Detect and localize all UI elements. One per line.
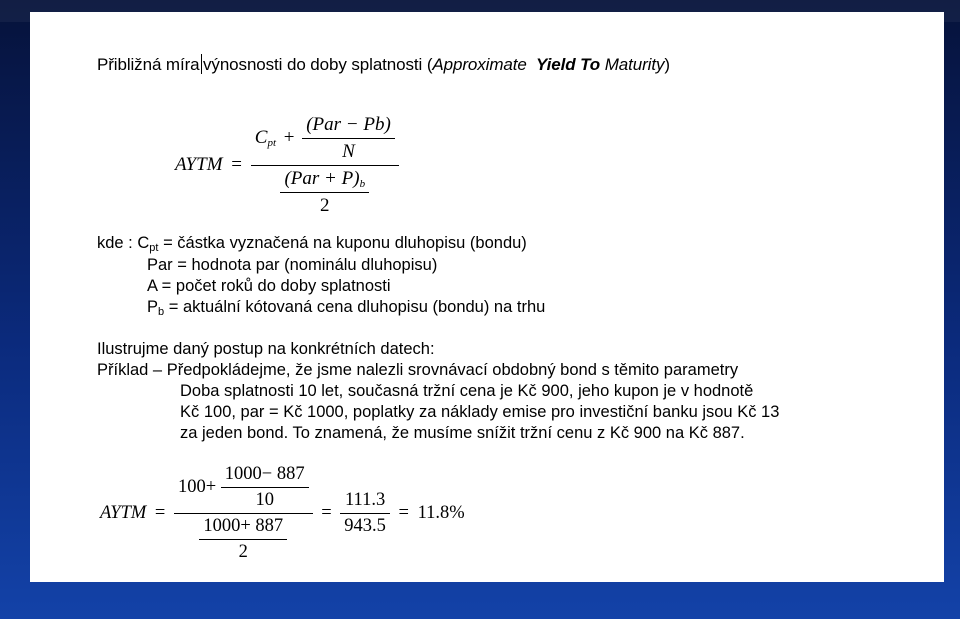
formula-aytm-general <box>175 114 399 217</box>
formula2-den-top: 1000+ 887 <box>203 516 284 536</box>
title-to: To <box>580 55 601 74</box>
formula1-lhs: AYTM <box>175 153 223 175</box>
formula1-eq: = <box>231 153 242 175</box>
title-close-paren: ) <box>664 55 670 74</box>
example-line-4: za jeden bond. To znamená, že musíme snížit tržní cenu z Kč 900 na Kč 887. <box>180 424 745 442</box>
title-approximate: Approximate <box>432 55 527 74</box>
formula2-lhs: AYTM <box>100 502 147 523</box>
def-c-sub: pt <box>149 242 159 254</box>
formula2-den-fraction <box>199 516 287 563</box>
formula2-eq2: = <box>321 502 332 523</box>
formula1-den-top <box>280 168 369 192</box>
formula2-eq1: = <box>154 502 166 523</box>
formula1-den-bottom: 2 <box>280 192 369 217</box>
def-c-text: = částka vyznačená na kuponu dluhopisu (bondu) <box>163 234 527 252</box>
formula1-den-fraction <box>280 168 369 217</box>
formula2-den-bottom: 2 <box>199 539 287 563</box>
def-par-text: Par = hodnota par (nominálu dluhopisu) <box>147 256 438 274</box>
formula2-inner-num: 1000− 887 <box>224 464 305 484</box>
definition-row-a <box>147 277 391 296</box>
formula2-inner-fraction <box>221 464 309 511</box>
formula2-eq3: = <box>398 502 409 523</box>
formula2-num-lead: 100+ <box>177 476 217 497</box>
def-p-text: = aktuální kótovaná cena dluhopisu (bondu) na trhu <box>168 298 546 316</box>
title-yield: Yield <box>536 55 576 74</box>
formula1-main-fraction <box>251 114 399 217</box>
definition-row-pb <box>147 298 545 318</box>
formula2-result-fraction <box>340 490 390 537</box>
def-p-sub: b <box>158 306 165 318</box>
formula2-result-num: 111.3 <box>344 490 386 510</box>
formula1-c-sub: pt <box>267 136 276 149</box>
title-maturity: Maturity <box>604 55 665 74</box>
formula-aytm-example <box>100 464 465 563</box>
formula1-inner-num: (Par − Pb) <box>306 114 391 135</box>
formula1-den-top-text: (Par + P) <box>284 168 360 189</box>
formula1-c: C <box>254 126 268 148</box>
slide-card <box>30 12 944 582</box>
def-a-text: A = počet roků do doby splatnosti <box>147 277 391 295</box>
formula2-main-fraction <box>174 464 313 563</box>
formula2-result: 11.8% <box>417 502 465 523</box>
formula1-denominator <box>251 165 399 217</box>
def-p-symbol: P <box>147 298 159 316</box>
definition-row-par <box>147 256 437 275</box>
slide-title <box>97 54 670 75</box>
formula2-denominator <box>174 513 313 563</box>
formula1-plus: + <box>283 126 295 148</box>
formula1-numerator <box>251 114 399 165</box>
formula1-inner-fraction <box>302 114 395 163</box>
formula2-numerator <box>174 464 313 513</box>
formula1-inner-den: N <box>302 138 395 163</box>
text-cursor <box>201 54 203 74</box>
example-line-1: Příklad – Předpokládejme, že jsme nalezli srovnávací obdobný bond s těmito parametry <box>97 361 739 379</box>
title-text-before: Přibližná míra <box>97 55 200 74</box>
def-c-symbol: C <box>137 234 150 252</box>
formula2-result-den: 943.5 <box>340 513 390 537</box>
title-text-after: výnosnosti do doby splatnosti ( <box>203 55 433 74</box>
example-line-2: Doba splatnosti 10 let, současná tržní cena je Kč 900, jeho kupon je v hodnotě <box>180 382 754 400</box>
formula1-den-top-sub: b <box>359 178 366 190</box>
example-line-3: Kč 100, par = Kč 1000, poplatky za náklady emise pro investiční banku jsou Kč 13 <box>180 403 780 421</box>
definition-row-c <box>97 234 527 254</box>
formula2-inner-den: 10 <box>221 487 309 511</box>
kde-label: kde : <box>97 234 133 252</box>
example-intro: Ilustrujme daný postup na konkrétních datech: <box>97 340 435 358</box>
